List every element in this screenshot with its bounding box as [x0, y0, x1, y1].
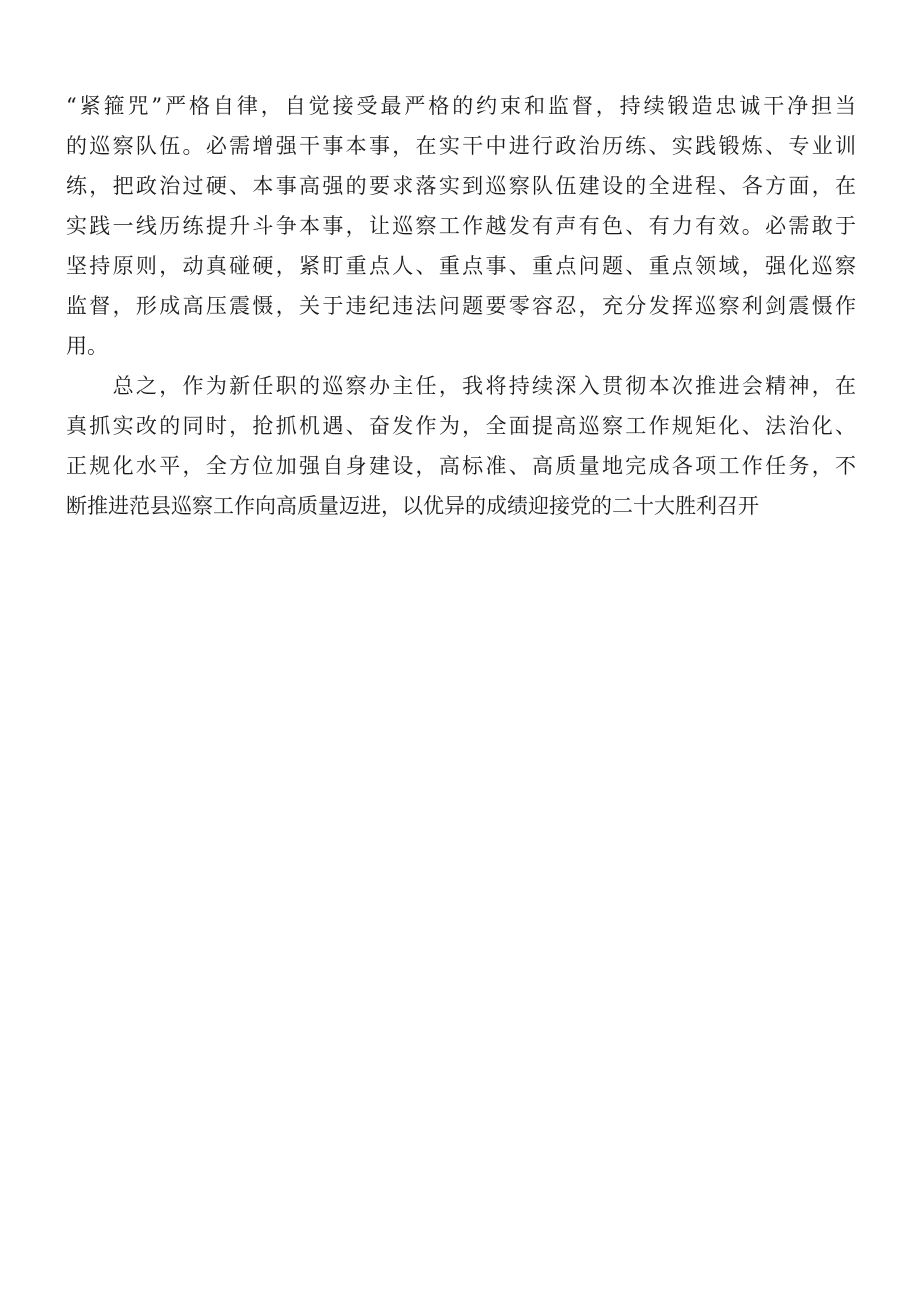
paragraph-2 [66, 366, 856, 526]
text-line: 断推进范县巡察工作向高质量迈进，以优异的成绩迎接党的二十大胜利召开 [66, 494, 759, 518]
text-line: 练，把政治过硬、本事高强的要求落实到巡察队伍建设的全进程、各方面，在 [66, 174, 856, 198]
text-line: 监督，形成高压震慑，关于违纪违法问题要零容忍，充分发挥巡察利剑震慑作 [66, 294, 856, 318]
text-line: 坚持原则，动真碰硬，紧盯重点人、重点事、重点问题、重点领域，强化巡察 [66, 254, 856, 278]
text-line: 实践一线历练提升斗争本事，让巡察工作越发有声有色、有力有效。必需敢于 [66, 214, 856, 238]
text-line: 总之，作为新任职的巡察办主任，我将持续深入贯彻本次推进会精神，在 [66, 374, 856, 398]
text-line: 正规化水平，全方位加强自身建设，高标准、高质量地完成各项工作任务，不 [66, 454, 856, 478]
text-line: 用。 [66, 334, 108, 358]
body-text [66, 86, 856, 526]
text-line: “紧箍咒”严格自律，自觉接受最严格的约束和监督，持续锻造忠诚干净担当 [66, 94, 856, 118]
text-line: 真抓实改的同时，抢抓机遇、奋发作为，全面提高巡察工作规矩化、法治化、 [66, 414, 856, 438]
paragraph-1 [66, 86, 856, 366]
text-line: 的巡察队伍。必需增强干事本事，在实干中进行政治历练、实践锻炼、专业训 [66, 134, 856, 158]
